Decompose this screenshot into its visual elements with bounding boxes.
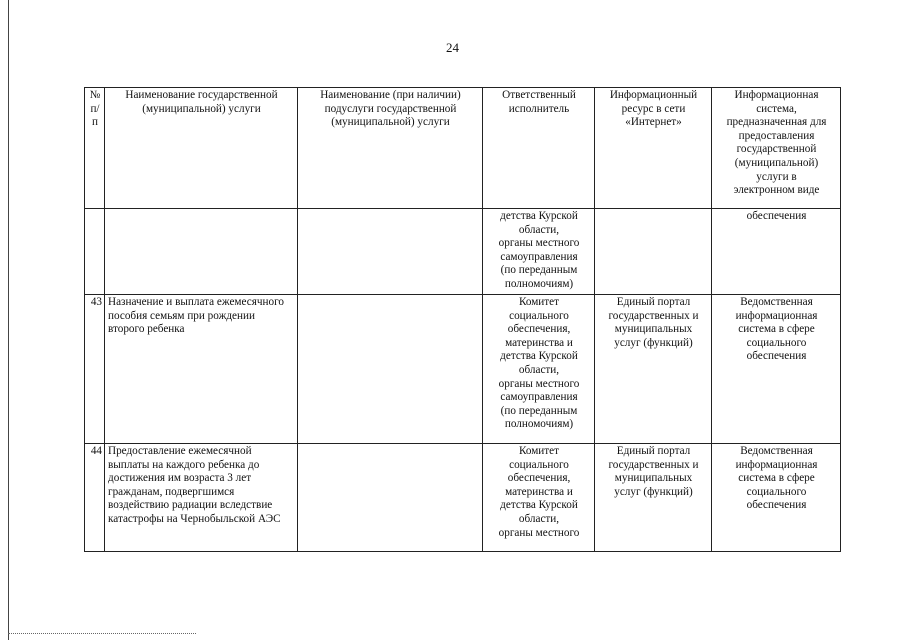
row-information-system: Ведомственная информационная система в сфере социального обеспечения: [712, 295, 841, 444]
header-internet-resource: Информационный ресурс в сети «Интернет»: [595, 88, 712, 209]
row-subservice-name: [298, 444, 483, 552]
row-executor: Комитет социального обеспечения, материнства и детства Курской области, органы местного: [483, 444, 595, 552]
header-information-system: Информационная система, предназначенная для предоставления государственной (муниципальной) услуги в электронном виде: [712, 88, 841, 209]
row-number: 44: [85, 444, 105, 552]
scan-artifact-line: [8, 633, 196, 634]
table-row: [85, 295, 841, 444]
header-executor: Ответственный исполнитель: [483, 88, 595, 209]
header-number: № п/п: [85, 88, 105, 209]
row-internet-resource: [595, 209, 712, 295]
row-subservice-name: [298, 295, 483, 444]
row-executor: Комитет социального обеспечения, материнства и детства Курской области, органы местного самоуправления (по переданным полномочиям): [483, 295, 595, 444]
services-table: [84, 87, 841, 552]
table-header-row: [85, 88, 841, 209]
header-service-name: Наименование государственной (муниципальной) услуги: [105, 88, 298, 209]
row-number: [85, 209, 105, 295]
row-subservice-name: [298, 209, 483, 295]
table-row: [85, 444, 841, 552]
page-margin-line: [8, 0, 9, 640]
header-subservice-name: Наименование (при наличии) подуслуги государственной (муниципальной) услуги: [298, 88, 483, 209]
row-service-name: Назначение и выплата ежемесячного пособия семьям при рождении второго ребенка: [105, 295, 298, 444]
page-number: 24: [446, 40, 459, 55]
row-number: 43: [85, 295, 105, 444]
row-executor: детства Курской области, органы местного самоуправления (по переданным полномочиям): [483, 209, 595, 295]
table-row: [85, 209, 841, 295]
row-service-name: Предоставление ежемесячной выплаты на каждого ребенка до достижения им возраста 3 лет гражданам, подвергшимся воздействию радиации вследствие катастрофы на Чернобыльской АЭС: [105, 444, 298, 552]
row-information-system: обеспечения: [712, 209, 841, 295]
row-internet-resource: Единый портал государственных и муниципальных услуг (функций): [595, 295, 712, 444]
row-information-system: Ведомственная информационная система в сфере социального обеспечения: [712, 444, 841, 552]
row-internet-resource: Единый портал государственных и муниципальных услуг (функций): [595, 444, 712, 552]
row-service-name: [105, 209, 298, 295]
